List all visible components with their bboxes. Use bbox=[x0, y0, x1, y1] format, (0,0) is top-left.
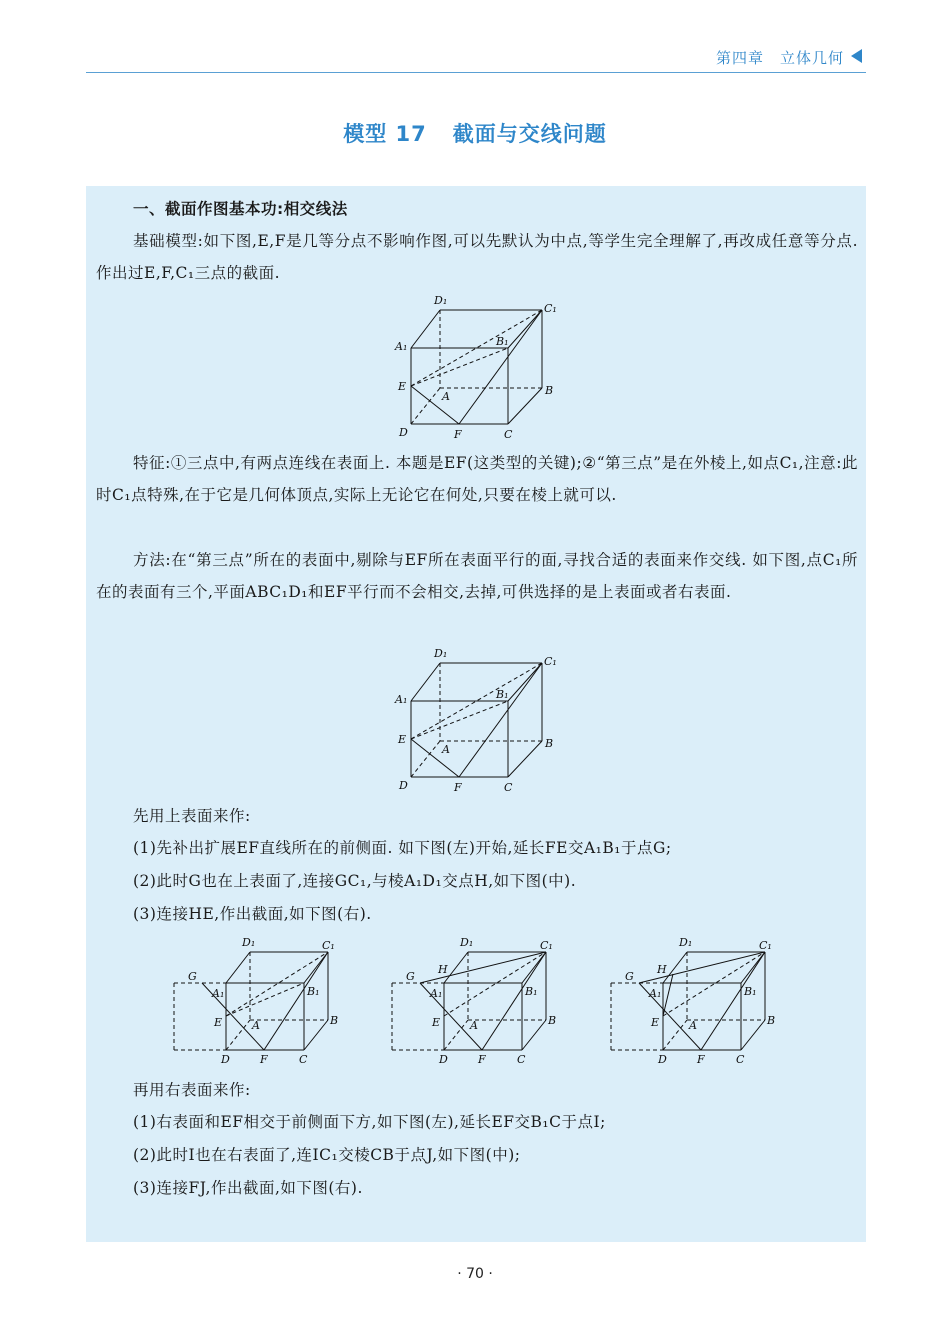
page-number: · 70 · bbox=[457, 1266, 493, 1282]
label-e: E bbox=[432, 1016, 441, 1029]
label-f: F bbox=[697, 1053, 705, 1066]
label-h: H bbox=[657, 963, 667, 976]
label-e: E bbox=[398, 733, 407, 746]
label-d1: D₁ bbox=[434, 294, 448, 307]
label-a: A bbox=[442, 390, 450, 403]
label-a1: A₁ bbox=[649, 987, 662, 1000]
label-g: G bbox=[188, 970, 197, 983]
section-label: 立体几何 bbox=[779, 49, 844, 67]
model-title: 截面与交线问题 bbox=[452, 122, 607, 146]
label-a1: A₁ bbox=[212, 987, 225, 1000]
cube-figure-right bbox=[605, 932, 785, 1072]
label-c1: C₁ bbox=[759, 939, 772, 952]
steps-right-intro: 再用右表面来作: bbox=[133, 1081, 251, 1099]
label-b: B bbox=[548, 1014, 557, 1027]
label-h: H bbox=[438, 963, 448, 976]
label-d: D bbox=[399, 779, 408, 792]
label-b1: B₁ bbox=[496, 335, 509, 348]
label-c1: C₁ bbox=[544, 655, 557, 668]
label-d: D bbox=[221, 1053, 230, 1066]
label-c: C bbox=[517, 1053, 526, 1066]
label-f: F bbox=[260, 1053, 268, 1066]
label-f: F bbox=[454, 428, 462, 441]
step-right-1: (1)右表面和EF相交于前侧面下方,如下图(左),延长EF交B₁C于点I; bbox=[133, 1113, 606, 1131]
label-a: A bbox=[689, 1019, 697, 1032]
cube-figure-left bbox=[168, 932, 348, 1072]
paragraph-basic-model: 基础模型:如下图,E,F是几等分点不影响作图,可以先默认为中点,等学生完全理解了,再改成任意等分点. 作出过E,F,C₁三点的截面. bbox=[96, 232, 858, 282]
header-text bbox=[716, 47, 844, 68]
paragraph-method: 方法:在“第三点”所在的表面中,剔除与EF所在表面平行的面,寻找合适的表面来作交线. 如下图,点C₁所在的表面有三个,平面ABC₁D₁和EF平行而不会相交,去掉,可供选择的是上表面或者右表面. bbox=[96, 551, 858, 601]
section-heading: 一、截面作图基本功:相交线法 bbox=[133, 200, 348, 218]
label-d1: D₁ bbox=[242, 936, 256, 949]
label-a1: A₁ bbox=[395, 693, 408, 706]
label-b: B bbox=[545, 737, 554, 750]
label-c1: C₁ bbox=[540, 939, 553, 952]
paragraph-feature: 特征:①三点中,有两点连线在表面上. 本题是EF(这类型的关键);②“第三点”是在外棱上,如点C₁,注意:此时C₁点特殊,在于它是几何体顶点,实际上无论它在何处,只要在棱上就可以. bbox=[96, 454, 858, 504]
label-d1: D₁ bbox=[434, 647, 448, 660]
label-b: B bbox=[330, 1014, 339, 1027]
label-d: D bbox=[399, 426, 408, 439]
label-a: A bbox=[470, 1019, 478, 1032]
chapter-label: 第四章 bbox=[715, 49, 764, 67]
label-a: A bbox=[252, 1019, 260, 1032]
label-d1: D₁ bbox=[460, 936, 474, 949]
page-title bbox=[0, 118, 950, 148]
label-c: C bbox=[504, 781, 513, 794]
label-a: A bbox=[442, 743, 450, 756]
label-a1: A₁ bbox=[430, 987, 443, 1000]
label-e: E bbox=[651, 1016, 660, 1029]
label-c1: C₁ bbox=[322, 939, 335, 952]
label-b1: B₁ bbox=[496, 688, 509, 701]
label-b1: B₁ bbox=[307, 985, 320, 998]
label-c: C bbox=[504, 428, 513, 441]
step-top-2: (2)此时G也在上表面了,连接GC₁,与棱A₁D₁交点H,如下图(中). bbox=[133, 872, 577, 890]
label-b: B bbox=[545, 384, 554, 397]
cube-figure-1 bbox=[390, 290, 570, 442]
step-right-3: (3)连接FJ,作出截面,如下图(右). bbox=[133, 1179, 363, 1197]
label-c: C bbox=[299, 1053, 308, 1066]
label-b1: B₁ bbox=[525, 985, 538, 998]
label-f: F bbox=[454, 781, 462, 794]
label-c: C bbox=[736, 1053, 745, 1066]
model-number: 模型 17 bbox=[343, 122, 427, 146]
label-g: G bbox=[406, 970, 415, 983]
step-right-2: (2)此时I也在右表面了,连IC₁交棱CB于点J,如下图(中); bbox=[133, 1146, 521, 1164]
label-d: D bbox=[439, 1053, 448, 1066]
label-d1: D₁ bbox=[679, 936, 693, 949]
label-b: B bbox=[767, 1014, 776, 1027]
label-e: E bbox=[398, 380, 407, 393]
label-b1: B₁ bbox=[744, 985, 757, 998]
page-header bbox=[86, 38, 866, 73]
label-e: E bbox=[214, 1016, 223, 1029]
step-top-3: (3)连接HE,作出截面,如下图(右). bbox=[133, 905, 372, 923]
step-top-1: (1)先补出扩展EF直线所在的前侧面. 如下图(左)开始,延长FE交A₁B₁于点G; bbox=[133, 839, 672, 857]
steps-top-intro: 先用上表面来作: bbox=[133, 807, 251, 825]
label-d: D bbox=[658, 1053, 667, 1066]
cube-figure-2 bbox=[390, 643, 570, 795]
label-a1: A₁ bbox=[395, 340, 408, 353]
label-f: F bbox=[478, 1053, 486, 1066]
label-c1: C₁ bbox=[544, 302, 557, 315]
label-g: G bbox=[625, 970, 634, 983]
cube-figure-middle bbox=[386, 932, 566, 1072]
header-arrow-icon bbox=[851, 49, 862, 63]
